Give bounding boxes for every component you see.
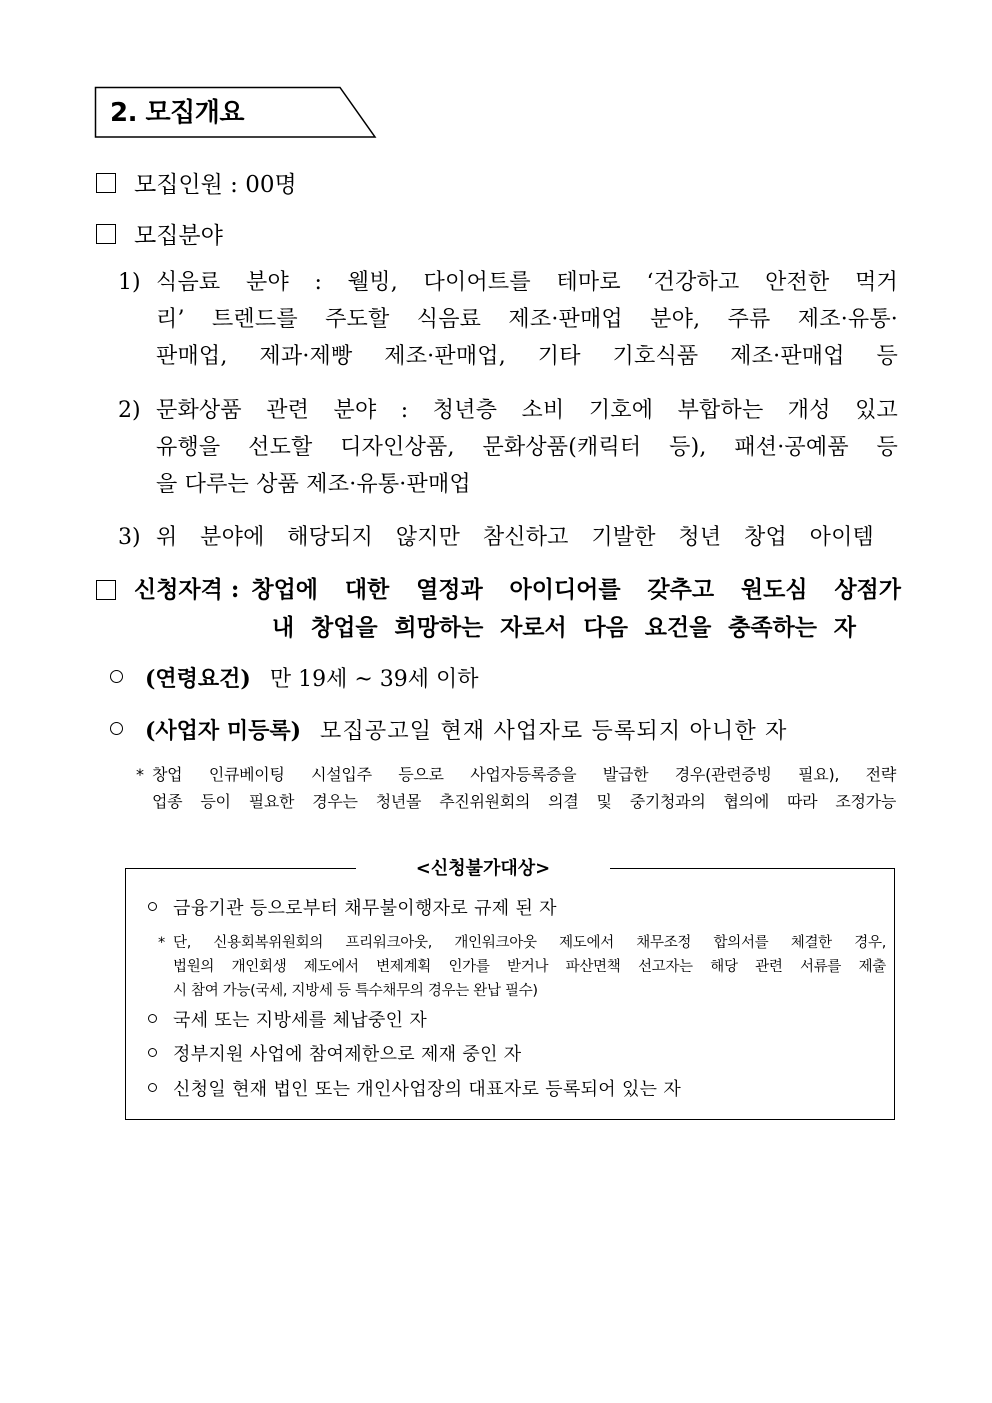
ineligible-item-2 xyxy=(148,1007,427,1035)
ineligible-text: 금융기관 등으로부터 채무불이행자로 규제 된 자 xyxy=(173,898,557,919)
note-line-1: 창업 인큐베이팅 시설입주 등으로 사업자등록증을 발급한 경우(관련증빙 필요), 전략 xyxy=(152,765,896,784)
field-item-1 xyxy=(118,264,898,375)
circle-bullet-icon xyxy=(110,670,123,683)
item-line: 위 분야에 해당되지 않지만 참신하고 기발한 청년 창업 아이템 xyxy=(156,525,874,550)
qualification-line-1: 창업에 대한 열정과 아이디어를 갖추고 원도심 상점가 xyxy=(251,576,901,603)
age-requirement-row xyxy=(110,662,478,697)
item-line: 유행을 선도할 디자인상품, 문화상품(캐릭터 등), 패션·공예품 등 xyxy=(156,435,898,460)
age-requirement-text: 만 19세 ~ 39세 이하 xyxy=(269,667,479,692)
checkbox-square-icon xyxy=(96,173,116,193)
field-item-2 xyxy=(118,392,898,503)
item-number: 2) xyxy=(118,398,141,423)
circle-bullet-icon xyxy=(148,1048,157,1057)
circle-bullet-icon xyxy=(148,902,157,911)
age-requirement-title: (연령요건) xyxy=(145,666,251,692)
note-line-2: 업종 등이 필요한 경우는 청년몰 추진위원회의 의결 및 중기청과의 협의에 따라 조정가능 xyxy=(152,792,896,811)
circle-bullet-icon xyxy=(148,1014,157,1023)
ineligible-title: <신청불가대상> xyxy=(356,856,610,882)
ineligible-item-1 xyxy=(148,895,557,923)
recruit-count-label: 모집인원 : 00명 xyxy=(134,172,297,198)
item-line: 판매업, 제과·제빵 제조·판매업, 기타 기호식품 제조·판매업 등 xyxy=(156,344,898,369)
item-line: 문화상품 관련 분야 : 청년층 소비 기호에 부합하는 개성 있고 xyxy=(156,398,898,423)
note-line-2: 법원의 개인회생 제도에서 변제계획 인가를 받거나 파산면책 선고자는 해당 관련 서류를 제출 xyxy=(173,959,886,975)
item-line: 리’ 트렌드를 주도할 식음료 제조·판매업 분야, 주류 제조·유통· xyxy=(156,307,898,332)
unregistered-text: 모집공고일 현재 사업자로 등록되지 아니한 자 xyxy=(320,719,788,744)
ineligible-text: 정부지원 사업에 참여제한으로 제재 중인 자 xyxy=(173,1044,522,1065)
recruit-count-row xyxy=(96,166,297,199)
unregistered-row xyxy=(110,714,788,749)
circle-bullet-icon xyxy=(148,1083,157,1092)
item-line: 식음료 분야 : 웰빙, 다이어트를 테마로 ‘건강하고 안전한 먹거 xyxy=(156,270,898,295)
recruit-field-label: 모집분야 xyxy=(134,223,223,249)
ineligible-text: 국세 또는 지방세를 체납중인 자 xyxy=(173,1010,428,1031)
note-asterisk: * xyxy=(136,765,144,784)
section-title: 2. 모집개요 xyxy=(110,98,244,128)
unregistered-title: (사업자 미등록) xyxy=(145,718,301,744)
ineligible-text: 신청일 현재 법인 또는 개인사업장의 대표자로 등록되어 있는 자 xyxy=(173,1079,682,1100)
item-number: 3) xyxy=(118,525,141,550)
checkbox-square-icon xyxy=(96,580,116,600)
ineligible-item-3 xyxy=(148,1041,522,1069)
item-line: 을 다루는 상품 제조·유통·판매업 xyxy=(156,472,471,497)
qualification-line-2: 내 창업을 희망하는 자로서 다음 요건을 충족하는 자 xyxy=(272,614,856,641)
note-asterisk: * xyxy=(158,935,165,951)
checkbox-square-icon xyxy=(96,224,116,244)
qualification-note xyxy=(136,761,896,815)
item-number: 1) xyxy=(118,270,141,295)
qualification-label: 신청자격 : xyxy=(134,576,240,603)
note-line-1: 단, 신용회복위원회의 프리워크아웃, 개인워크아웃 제도에서 채무조정 합의서를 체결한 경우, xyxy=(173,935,886,951)
ineligible-note xyxy=(158,931,886,1003)
note-line-3: 시 참여 가능(국세, 지방세 등 특수채무의 경우는 완납 필수) xyxy=(173,983,538,999)
ineligible-item-4 xyxy=(148,1076,681,1104)
qualification-block xyxy=(96,571,901,647)
circle-bullet-icon xyxy=(110,722,123,735)
field-item-3 xyxy=(118,519,898,556)
recruit-field-row xyxy=(96,217,223,250)
